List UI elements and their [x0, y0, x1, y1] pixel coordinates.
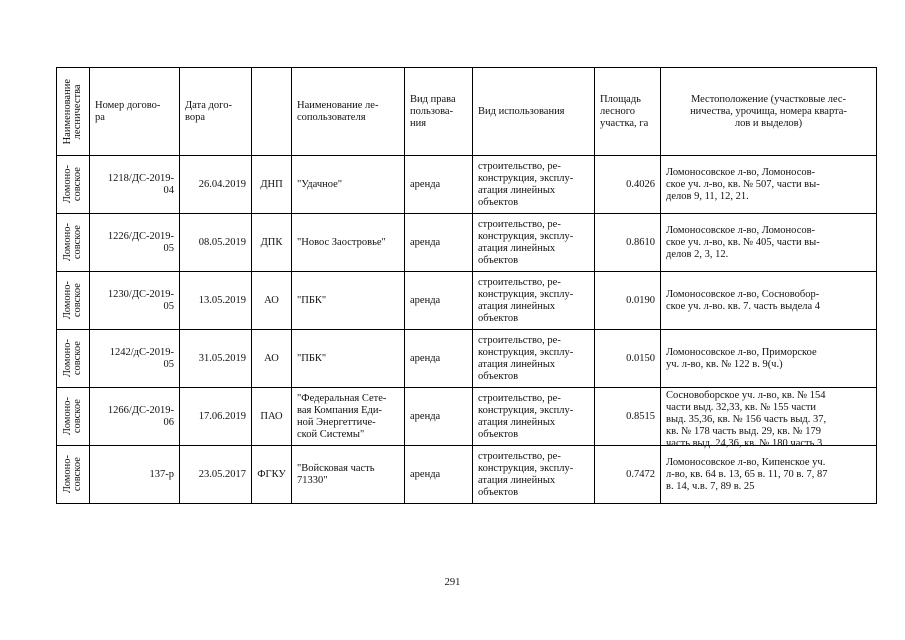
cell-area: 0.4026 [595, 156, 661, 214]
cell-contract-date: 13.05.2019 [180, 272, 252, 330]
header-area: Площадь лесного участка, га [595, 68, 661, 156]
page-number: 291 [444, 577, 461, 588]
cell-org-form: ФГКУ [252, 446, 292, 504]
cell-location: Ломоносовское л-во, Сосновобор- ское уч. л-во. кв. 7. часть выдела 4 [661, 272, 877, 330]
cell-forestry: Ломоно- совское [57, 214, 90, 272]
cell-contract-date: 08.05.2019 [180, 214, 252, 272]
header-contract-number: Номер догово- ра [90, 68, 180, 156]
header-use: Вид использования [473, 68, 595, 156]
cell-area: 0.0150 [595, 330, 661, 388]
cell-forestry: Ломоно- совское [57, 388, 90, 446]
cell-org-form: АО [252, 272, 292, 330]
cell-forestry: Ломоно- совское [57, 272, 90, 330]
cell-area: 0.8515 [595, 388, 661, 446]
cell-right: аренда [405, 330, 473, 388]
cell-contract-number: 137-р [90, 446, 180, 504]
cell-lessee: "Федеральная Сете- вая Компания Еди- ной Энергеттиче- ской Системы" [292, 388, 405, 446]
cell-contract-number: 1266/ДС-2019- 06 [90, 388, 180, 446]
cell-use: строительство, ре- конструкция, эксплу- атация линейных объектов [473, 156, 595, 214]
cell-right: аренда [405, 388, 473, 446]
cell-forestry: Ломоно- совское [57, 446, 90, 504]
cell-contract-date: 31.05.2019 [180, 330, 252, 388]
header-location: Местоположение (участковые лес- ничества, урочища, номера кварта- лов и выделов) [661, 68, 877, 156]
table-header-row [57, 68, 877, 156]
cell-lessee: "ПБК" [292, 272, 405, 330]
cell-lessee: "ПБК" [292, 330, 405, 388]
table-row [57, 388, 877, 446]
cell-forestry: Ломоно- совское [57, 156, 90, 214]
table-row [57, 156, 877, 214]
cell-use: строительство, ре- конструкция, эксплу- атация линейных объектов [473, 214, 595, 272]
header-lessee: Наименование ле- сопользователя [292, 68, 405, 156]
cell-location: Ломоносовское л-во, Ломоносов- ское уч. л-во, кв. № 405, части вы- делов 2, 3, 12. [661, 214, 877, 272]
cell-use: строительство, ре- конструкция, эксплу- атация линейных объектов [473, 272, 595, 330]
cell-use: строительство, ре- конструкция, эксплу- атация линейных объектов [473, 388, 595, 446]
cell-area: 0.8610 [595, 214, 661, 272]
forest-lease-table [56, 67, 877, 504]
table-row [57, 214, 877, 272]
cell-forestry: Ломоно- совское [57, 330, 90, 388]
cell-area: 0.7472 [595, 446, 661, 504]
cell-lessee: "Новос Заостровье" [292, 214, 405, 272]
cell-org-form: АО [252, 330, 292, 388]
cell-contract-date: 26.04.2019 [180, 156, 252, 214]
header-right: Вид права пользова- ния [405, 68, 473, 156]
table-row [57, 330, 877, 388]
cell-lessee: "Войсковая часть 71330" [292, 446, 405, 504]
header-forestry: Наименование лесничества [57, 68, 90, 156]
cell-right: аренда [405, 156, 473, 214]
table-row [57, 272, 877, 330]
cell-right: аренда [405, 446, 473, 504]
cell-right: аренда [405, 272, 473, 330]
cell-right: аренда [405, 214, 473, 272]
header-org-form [252, 68, 292, 156]
cell-contract-date: 23.05.2017 [180, 446, 252, 504]
cell-lessee: "Удачное" [292, 156, 405, 214]
cell-location: Ломоносовское л-во, Ломоносов- ское уч. л-во, кв. № 507, части вы- делов 9, 11, 12, 21. [661, 156, 877, 214]
cell-contract-number: 1242/дС-2019- 05 [90, 330, 180, 388]
cell-area: 0.0190 [595, 272, 661, 330]
table-row [57, 446, 877, 504]
cell-contract-number: 1226/ДС-2019- 05 [90, 214, 180, 272]
cell-contract-number: 1218/ДС-2019- 04 [90, 156, 180, 214]
cell-contract-date: 17.06.2019 [180, 388, 252, 446]
cell-location: Ломоносовское л-во, Кипенское уч. л-во, кв. 64 в. 13, 65 в. 11, 70 в. 7, 87 в. 14, ч.в. 7, 89 в. 25 [661, 446, 877, 504]
cell-contract-number: 1230/ДС-2019- 05 [90, 272, 180, 330]
cell-use: строительство, ре- конструкция, эксплу- атация линейных объектов [473, 446, 595, 504]
cell-location: Ломоносовское л-во, Приморское уч. л-во, кв. № 122 в. 9(ч.) [661, 330, 877, 388]
cell-org-form: ДНП [252, 156, 292, 214]
cell-org-form: ПАО [252, 388, 292, 446]
cell-use: строительство, ре- конструкция, эксплу- атация линейных объектов [473, 330, 595, 388]
header-contract-date: Дата дого- вора [180, 68, 252, 156]
cell-org-form: ДПК [252, 214, 292, 272]
cell-location: Сосновоборское уч. л-во, кв. № 154 части выд. 32,33, кв. № 155 части выд. 35,36, кв. № 156 часть выд. 37, кв. № 178 часть выд. 29, кв. № 179 часть выд. 24,36, кв. № 180 часть 3 [661, 388, 877, 446]
